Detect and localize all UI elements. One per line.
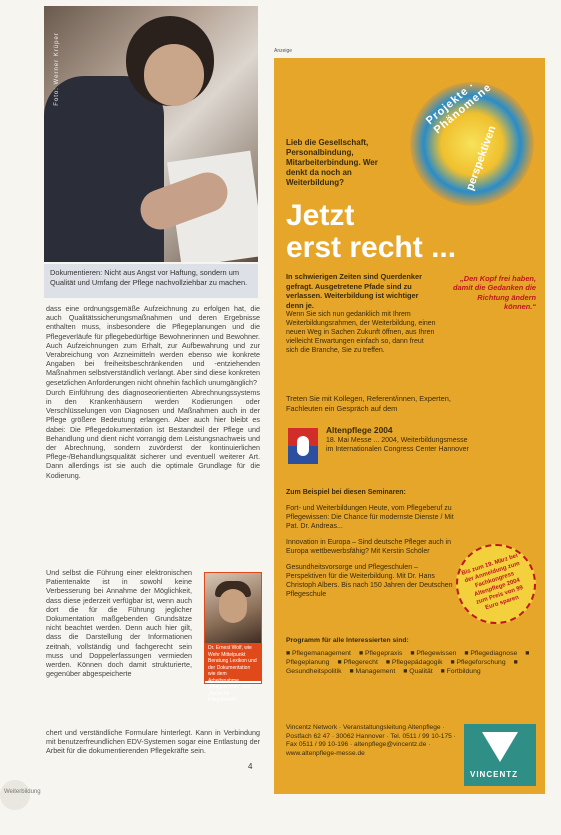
topic-list — [286, 649, 538, 676]
topic-item: ■ Pflegepädagogik — [385, 659, 443, 666]
ad-logo-line-2: perspektiven — [464, 124, 499, 193]
portrait-caption: Dr. Ernest Wolf, wie Wehr Mittelpunkt Beratung Lexikon und der Dokumentation wie dem Arbeitsnahme „Pflegewissen“ und „Recht für Pflegeberufe“ — [205, 643, 261, 681]
ad-subheadline: In schwierigen Zeiten sind Querdenker gefragt. Ausgetretene Pfade sind zu verlassen. Weiterbildung ist wichtiger denn je. — [286, 272, 422, 310]
event-title: Altenpflege 2004 — [326, 425, 393, 435]
topic-item: ■ Fortbildung — [440, 668, 481, 675]
article-body — [46, 304, 260, 481]
topic-item: ■ Pflegediagnose — [464, 650, 518, 657]
topic-item: ■ Pflegeplanung — [286, 650, 530, 666]
ad-logo-line-1: Projekte · Phänomene — [424, 79, 495, 137]
event-info — [326, 426, 476, 454]
topics-block — [286, 636, 538, 676]
topic-item: ■ Pflegewissen — [410, 650, 457, 657]
article-photo — [44, 6, 258, 262]
list-heading: Zum Beispiel bei diesen Seminaren: — [286, 489, 406, 496]
photo-credit: Foto: Werner Krüper — [53, 32, 60, 106]
paragraph-1: dass eine ordnungsgemäße Aufzeichnung zu erfolgen hat, die auch Qualitätssicherungsmaßnahmen und deren Ergebnisse enthalten muss, insbesondere die Pflegeplanungen und die Pflegeverläufe für pflegebedürftige Bewohnerinnen und Bewohner. Auch Aufzeichnungen zum Erhalt, zur Aufbewahrung und zur Verabreichung von Arzneimitteln werden ebenso wie konkrete Angaben bei freiheitsbeschränkenden und -entziehenden Maßnahmen selbstverständlich verlangt. Aber sind diese konkreten gesetzlichen Anforderungen nicht ohnehin fachlich unumgänglich? — [46, 304, 260, 387]
advertisement — [274, 58, 545, 794]
event-details: 18. Mai Messe ... 2004, Weiterbildungsmesse im Internationalen Congress Center Hannover — [326, 437, 469, 453]
vincentz-logo — [464, 724, 536, 786]
topic-item: ■ Pflegerecht — [337, 659, 378, 666]
photo-caption: Dokumentieren: Nicht aus Angst vor Haftung, sondern um Qualität und Umfang der Pflege nachvollziehbar zu machen. — [44, 264, 258, 298]
paragraph-2: Durch Einführung des diagnoseorientierten Abrechnungssystems in den Krankenhäusern werden Kodierungen oder Verschlüsselungen von Diagnosen und Maßnahmen auch in der Pflege größere Bedeutung erlangen. Aber auch hier bleibt es dabei: Die Pflegedokumentation ist Bestandteil der Pflege und Behandlung und dient nicht vorrangig dem Leistungsnachweis und der Abrechnung, sondern zuvörderst der kontinuierlichen Pflege-/Behandlungsqualität sicherer und eventuell weiterer Art. Dann allerdings ist sie auch die optimale Grundlage für die Kodierung. — [46, 387, 260, 480]
seal-text: Weiterbildung — [4, 789, 41, 795]
ad-quote: „Den Kopf frei haben, damit die Gedanken die Richtung ändern können.“ — [453, 274, 536, 312]
topic-item: ■ Gesundheitspolitik — [286, 659, 518, 675]
topic-item: ■ Pflegepraxis — [358, 650, 403, 657]
list-item: Innovation in Europa – Sind deutsche Pfleger auch in Europa wettbewerbsfähig? Mit Kerstin Schöler — [286, 539, 452, 555]
contact-info: Vincentz Network · Veranstaltungsleitung Altenpflege · Postfach 62 47 · 30062 Hannover · Tel. 0511 / 99 10-175 · Fax 0511 / 99 10-196 · altenpflege@vincentz.de · www.altenpflege-messe.de — [286, 724, 456, 757]
topics-heading: Programm für alle Interessierten sind: — [286, 637, 409, 644]
brand-name: VINCENTZ — [470, 770, 518, 779]
discount-badge: Bis zum 19. März bei der Anmeldung zum Fachkongress Altenpflege 2004 zum Preis von 99 Euro sparen — [456, 544, 536, 624]
page-number: 4 — [248, 762, 253, 771]
photo-figure — [44, 76, 164, 262]
ad-headline-line-1: Jetzt — [286, 199, 355, 232]
paragraph-4: chert und verständliche Formulare hinterlegt. Kann in Verbindung mit benutzerfreundlichen EDV-Systemen sogar eine Entlastung der Arbeit für die dokumentierenden Pflegekräfte sein. — [46, 728, 260, 756]
list-item: Fort- und Weiterbildungen Heute, vom Pflegeberuf zu Pflegewissen: Die Chance für modernste Dienste / Mit Pat. Dr. Andreas... — [286, 505, 454, 530]
topic-item: ■ Pflegeforschung — [450, 659, 506, 666]
vincentz-logo-icon — [482, 732, 518, 762]
portrait-image — [205, 573, 261, 643]
paragraph-3: Und selbst die Führung einer elektronischen Patientenakte ist in sowohl keine Verbesserung bei Annahme der Möglichkeit, dass diese jederzeit verfügbar ist, wenn auch dort die für die Führung jeglicher Dokumentation maßgebenden Grundsätze nicht beachtet werden. Denn auch hier gilt, dass die Darstellung der Informationen zeitnah, vollständig und fachgerecht sein muss und Doppelerfassungen vermieden werden. Können doch damit strukturierte, gegenüber abgespeicherte — [46, 568, 192, 679]
event-logo — [288, 428, 318, 464]
ad-label: Anzeige — [274, 48, 293, 54]
ad-subtext: Wenn Sie sich nun gedanklich mit Ihrem Weiterbildungsrahmen, der Weiterbildung, einen neuen Weg in Sachen Zukunft öffnen, aus Ihren vielleicht Erwartungen einfach so, dann freut sich die Branche, Sie zu treffen. — [286, 311, 436, 354]
topic-item: ■ Pflegemanagement — [286, 650, 351, 657]
list-item: Gesundheitsvorsorge und Pflegeschulen – Perspektiven für die Weiterbildung. Mit Dr. Hans Christoph Albers. Bis nach 150 Jahren der Deutschen Pflegeschule — [286, 564, 453, 598]
ad-headline — [286, 200, 456, 264]
ad-headline-line-2: erst recht ... — [286, 231, 457, 264]
topic-item: ■ Management — [349, 668, 396, 675]
ad-intro: Lieb die Gesellschaft, Personalbindung, Mitarbeiterbindung. Wer denkt da noch an Weiterbildung? — [286, 138, 378, 187]
photo-face — [144, 44, 204, 106]
topic-item: ■ Qualität — [403, 668, 433, 675]
article-column — [38, 0, 264, 790]
ad-invite: Treten Sie mit Kollegen, Referent/innen, Experten, Fachleuten ein Gespräch auf dem — [286, 394, 451, 413]
author-portrait — [204, 572, 262, 703]
corner-seal — [0, 780, 41, 810]
